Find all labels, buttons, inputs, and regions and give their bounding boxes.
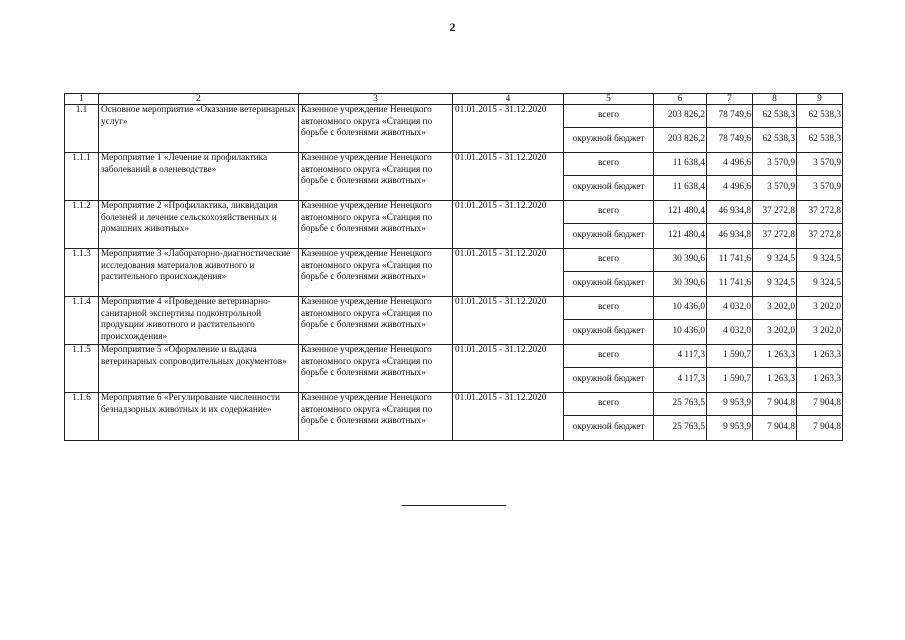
amount-cell: 3 202,0 xyxy=(753,320,797,345)
amount-cell: 4 117,3 xyxy=(654,368,707,393)
row-number: 1.1 xyxy=(65,105,99,153)
period: 01.01.2015 - 31.12.2020 xyxy=(453,393,564,441)
funding-source: окружной бюджет xyxy=(564,176,654,201)
amount-cell: 37 272,8 xyxy=(797,201,843,224)
amount-cell: 9 953,9 xyxy=(707,393,753,416)
amount-cell: 203 826,2 xyxy=(654,105,707,128)
amount-cell: 9 953,9 xyxy=(707,416,753,441)
funding-source: всего xyxy=(564,201,654,224)
table-row xyxy=(65,105,843,128)
amount-cell: 78 749,6 xyxy=(707,105,753,128)
row-number: 1.1.6 xyxy=(65,393,99,441)
amount-cell: 1 590,7 xyxy=(707,368,753,393)
amount-cell: 7 904,8 xyxy=(797,393,843,416)
period: 01.01.2015 - 31.12.2020 xyxy=(453,345,564,393)
amount-cell: 3 202,0 xyxy=(797,297,843,320)
column-number: 9 xyxy=(797,94,843,105)
amount-cell: 4 032,0 xyxy=(707,297,753,320)
amount-cell: 78 749,6 xyxy=(707,128,753,153)
table-row xyxy=(65,345,843,368)
column-number: 1 xyxy=(65,94,99,105)
amount-cell: 121 480,4 xyxy=(654,224,707,249)
amount-cell: 3 570,9 xyxy=(753,176,797,201)
amount-cell: 37 272,8 xyxy=(753,224,797,249)
activity-name: Мероприятие 2 «Профилактика, ликвидация болезней и лечение сельскохозяйственных и домашних животных» xyxy=(99,201,299,249)
amount-cell: 9 324,5 xyxy=(753,249,797,272)
page-number: 2 xyxy=(449,20,456,34)
executor: Казенное учреждение Ненецкого автономного округа «Станция по борьбе с болезнями животных» xyxy=(299,105,453,153)
program-activities-table xyxy=(64,93,843,441)
funding-source: всего xyxy=(564,297,654,320)
activity-name: Мероприятие 4 «Проведение ветеринарно-санитарной экспертизы подконтрольной продукции животного и растительного происхождения» xyxy=(99,297,299,345)
amount-cell: 10 436,0 xyxy=(654,297,707,320)
amount-cell: 1 263,3 xyxy=(753,345,797,368)
amount-cell: 11 741,6 xyxy=(707,272,753,297)
amount-cell: 30 390,6 xyxy=(654,272,707,297)
amount-cell: 46 934,8 xyxy=(707,201,753,224)
amount-cell: 9 324,5 xyxy=(797,249,843,272)
amount-cell: 4 117,3 xyxy=(654,345,707,368)
amount-cell: 46 934,8 xyxy=(707,224,753,249)
activity-name: Мероприятие 3 «Лабораторно-диагностические исследования материалов животного и растительного происхождения» xyxy=(99,249,299,297)
executor: Казенное учреждение Ненецкого автономного округа «Станция по борьбе с болезнями животных» xyxy=(299,249,453,297)
amount-cell: 37 272,8 xyxy=(753,201,797,224)
amount-cell: 4 496,6 xyxy=(707,176,753,201)
amount-cell: 10 436,0 xyxy=(654,320,707,345)
executor: Казенное учреждение Ненецкого автономного округа «Станция по борьбе с болезнями животных» xyxy=(299,201,453,249)
amount-cell: 30 390,6 xyxy=(654,249,707,272)
column-number: 6 xyxy=(654,94,707,105)
funding-source: всего xyxy=(564,249,654,272)
period: 01.01.2015 - 31.12.2020 xyxy=(453,153,564,201)
executor: Казенное учреждение Ненецкого автономного округа «Станция по борьбе с болезнями животных» xyxy=(299,393,453,441)
amount-cell: 1 263,3 xyxy=(753,368,797,393)
activity-name: Мероприятие 6 «Регулирование численности безнадзорных животных и их содержание» xyxy=(99,393,299,441)
table-row xyxy=(65,249,843,272)
executor: Казенное учреждение Ненецкого автономного округа «Станция по борьбе с болезнями животных» xyxy=(299,345,453,393)
funding-source: окружной бюджет xyxy=(564,272,654,297)
amount-cell: 62 538,3 xyxy=(797,128,843,153)
amount-cell: 62 538,3 xyxy=(797,105,843,128)
row-number: 1.1.5 xyxy=(65,345,99,393)
amount-cell: 9 324,5 xyxy=(753,272,797,297)
funding-source: окружной бюджет xyxy=(564,128,654,153)
executor: Казенное учреждение Ненецкого автономного округа «Станция по борьбе с болезнями животных» xyxy=(299,297,453,345)
period: 01.01.2015 - 31.12.2020 xyxy=(453,249,564,297)
amount-cell: 9 324,5 xyxy=(797,272,843,297)
column-number: 4 xyxy=(453,94,564,105)
amount-cell: 11 741,6 xyxy=(707,249,753,272)
table-row xyxy=(65,153,843,176)
amount-cell: 1 590,7 xyxy=(707,345,753,368)
amount-cell: 62 538,3 xyxy=(753,128,797,153)
column-number: 2 xyxy=(99,94,299,105)
column-number-row xyxy=(65,94,843,105)
row-number: 1.1.1 xyxy=(65,153,99,201)
amount-cell: 62 538,3 xyxy=(753,105,797,128)
footer-divider xyxy=(402,505,506,506)
column-number: 3 xyxy=(299,94,453,105)
table-body xyxy=(65,94,843,441)
amount-cell: 25 763,5 xyxy=(654,393,707,416)
activity-name: Основное мероприятие «Оказание ветеринарных услуг» xyxy=(99,105,299,153)
amount-cell: 4 496,6 xyxy=(707,153,753,176)
column-number: 5 xyxy=(564,94,654,105)
row-number: 1.1.2 xyxy=(65,201,99,249)
funding-source: окружной бюджет xyxy=(564,224,654,249)
amount-cell: 121 480,4 xyxy=(654,201,707,224)
table-row xyxy=(65,393,843,416)
period: 01.01.2015 - 31.12.2020 xyxy=(453,297,564,345)
amount-cell: 203 826,2 xyxy=(654,128,707,153)
amount-cell: 3 202,0 xyxy=(753,297,797,320)
amount-cell: 7 904,8 xyxy=(753,416,797,441)
amount-cell: 7 904,8 xyxy=(797,416,843,441)
amount-cell: 11 638,4 xyxy=(654,153,707,176)
amount-cell: 3 570,9 xyxy=(797,153,843,176)
column-number: 7 xyxy=(707,94,753,105)
amount-cell: 37 272,8 xyxy=(797,224,843,249)
amount-cell: 11 638,4 xyxy=(654,176,707,201)
table-row xyxy=(65,201,843,224)
funding-source: всего xyxy=(564,393,654,416)
funding-source: окружной бюджет xyxy=(564,416,654,441)
activity-name: Мероприятие 5 «Оформление и выдача ветеринарных сопроводительных документов» xyxy=(99,345,299,393)
period: 01.01.2015 - 31.12.2020 xyxy=(453,201,564,249)
funding-source: окружной бюджет xyxy=(564,368,654,393)
row-number: 1.1.4 xyxy=(65,297,99,345)
funding-source: всего xyxy=(564,153,654,176)
funding-source: всего xyxy=(564,105,654,128)
amount-cell: 25 763,5 xyxy=(654,416,707,441)
funding-source: всего xyxy=(564,345,654,368)
amount-cell: 1 263,3 xyxy=(797,345,843,368)
activity-name: Мероприятие 1 «Лечение и профилактика заболеваний в оленеводстве» xyxy=(99,153,299,201)
executor: Казенное учреждение Ненецкого автономного округа «Станция по борьбе с болезнями животных» xyxy=(299,153,453,201)
amount-cell: 1 263,3 xyxy=(797,368,843,393)
amount-cell: 3 202,0 xyxy=(797,320,843,345)
funding-source: окружной бюджет xyxy=(564,320,654,345)
amount-cell: 7 904,8 xyxy=(753,393,797,416)
amount-cell: 3 570,9 xyxy=(797,176,843,201)
amount-cell: 3 570,9 xyxy=(753,153,797,176)
column-number: 8 xyxy=(753,94,797,105)
row-number: 1.1.3 xyxy=(65,249,99,297)
period: 01.01.2015 - 31.12.2020 xyxy=(453,105,564,153)
amount-cell: 4 032,0 xyxy=(707,320,753,345)
table-row xyxy=(65,297,843,320)
